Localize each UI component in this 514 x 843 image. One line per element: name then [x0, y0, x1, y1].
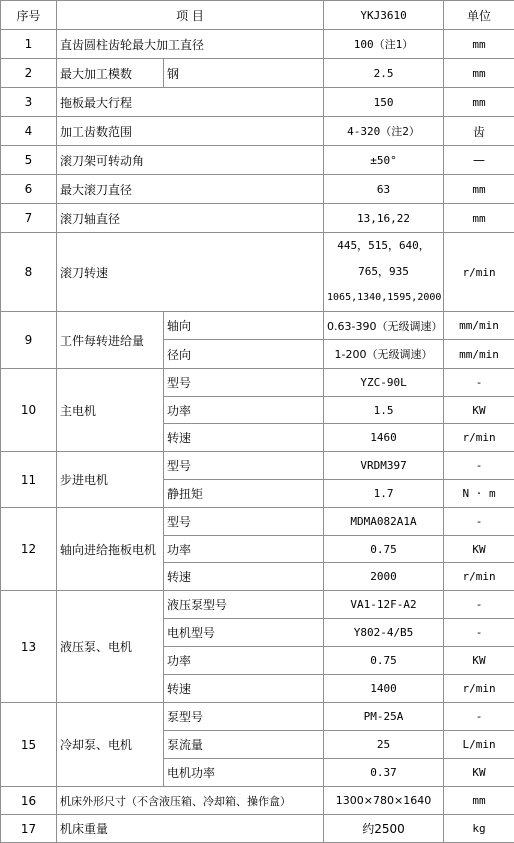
value-cell: Y802-4/B5 [324, 619, 444, 647]
header-unit: 单位 [444, 1, 514, 30]
value-cell: 13,16,22 [324, 204, 444, 233]
table-row [1, 312, 514, 340]
seq-cell: 3 [1, 88, 57, 117]
item-cell: 滚刀轴直径 [57, 204, 324, 233]
seq-cell: 2 [1, 59, 57, 88]
table-row [1, 146, 514, 175]
unit-cell: mm [444, 59, 514, 88]
unit-cell: N · m [444, 480, 514, 508]
value-cell: 150 [324, 88, 444, 117]
value-cell: ±50° [324, 146, 444, 175]
value-cell: 63 [324, 175, 444, 204]
seq-cell: 11 [1, 452, 57, 508]
unit-cell: r/min [444, 424, 514, 452]
table-row [1, 30, 514, 59]
value-cell: 1.5 [324, 397, 444, 424]
sub-item-cell: 功率 [164, 647, 324, 675]
value-cell: 100（注1） [324, 30, 444, 59]
value-cell: 0.63-390（无级调速） [324, 312, 444, 340]
table-row [1, 452, 514, 480]
value-cell: VRDM397 [324, 452, 444, 480]
unit-cell: r/min [444, 563, 514, 591]
table-row [1, 59, 514, 88]
value-cell: 25 [324, 731, 444, 759]
unit-cell: kg [444, 815, 514, 843]
unit-cell: - [444, 703, 514, 731]
table-row [1, 369, 514, 397]
item-cell: 加工齿数范围 [57, 117, 324, 146]
header-seq: 序号 [1, 1, 57, 30]
item-cell: 冷却泵、电机 [57, 703, 164, 787]
sub-item-cell: 电机型号 [164, 619, 324, 647]
seq-cell: 15 [1, 703, 57, 787]
unit-cell: mm/min [444, 340, 514, 369]
seq-cell: 6 [1, 175, 57, 204]
sub-item-cell: 径向 [164, 340, 324, 369]
value-cell: 0.75 [324, 536, 444, 563]
sub-item-cell: 轴向 [164, 312, 324, 340]
seq-cell: 8 [1, 233, 57, 312]
table-row [1, 175, 514, 204]
sub-item-cell: 泵流量 [164, 731, 324, 759]
item-cell: 最大滚刀直径 [57, 175, 324, 204]
value-cell: YZC-90L [324, 369, 444, 397]
item-cell: 滚刀架可转动角 [57, 146, 324, 175]
sub-item-cell: 转速 [164, 424, 324, 452]
value-cell: 约2500 [324, 815, 444, 843]
unit-cell: mm [444, 204, 514, 233]
item-cell: 直齿圆柱齿轮最大加工直径 [57, 30, 324, 59]
value-cell: 0.37 [324, 759, 444, 787]
value-cell: 0.75 [324, 647, 444, 675]
table-row [1, 233, 514, 312]
value-cell: VA1-12F-A2 [324, 591, 444, 619]
seq-cell: 16 [1, 787, 57, 815]
value-cell: PM-25A [324, 703, 444, 731]
value-cell: MDMA082A1A [324, 508, 444, 536]
unit-cell: 齿 [444, 117, 514, 146]
item-cell: 拖板最大行程 [57, 88, 324, 117]
unit-cell: L/min [444, 731, 514, 759]
item-cell: 机床外形尺寸（不含液压箱、冷却箱、操作盒） [57, 787, 324, 815]
sub-item-cell: 电机功率 [164, 759, 324, 787]
unit-cell: — [444, 146, 514, 175]
item-cell: 步进电机 [57, 452, 164, 508]
seq-cell: 12 [1, 508, 57, 591]
header-item: 项 目 [57, 1, 324, 30]
seq-cell: 4 [1, 117, 57, 146]
unit-cell: mm [444, 787, 514, 815]
value-cell: 2000 [324, 563, 444, 591]
value-cell: 4-320（注2） [324, 117, 444, 146]
seq-cell: 13 [1, 591, 57, 703]
unit-cell: r/min [444, 675, 514, 703]
header-row [1, 1, 514, 30]
unit-cell: r/min [444, 233, 514, 312]
value-cell: 1400 [324, 675, 444, 703]
unit-cell: - [444, 369, 514, 397]
value-cell: 1460 [324, 424, 444, 452]
unit-cell: - [444, 508, 514, 536]
value-cell [324, 233, 444, 312]
sub-item-cell: 钢 [164, 59, 324, 88]
unit-cell: - [444, 619, 514, 647]
unit-cell: KW [444, 536, 514, 563]
unit-cell: mm [444, 175, 514, 204]
table-row [1, 508, 514, 536]
sub-item-cell: 静扭矩 [164, 480, 324, 508]
sub-item-cell: 液压泵型号 [164, 591, 324, 619]
table-row [1, 591, 514, 619]
value-line: 445，515，640， [327, 233, 440, 259]
item-cell: 机床重量 [57, 815, 324, 843]
table-row [1, 787, 514, 815]
unit-cell: mm [444, 88, 514, 117]
item-cell: 工件每转进给量 [57, 312, 164, 369]
unit-cell: - [444, 452, 514, 480]
item-cell: 液压泵、电机 [57, 591, 164, 703]
seq-cell: 10 [1, 369, 57, 452]
item-cell: 最大加工模数 [57, 59, 164, 88]
value-line: 765，935 [327, 259, 440, 285]
table-row [1, 204, 514, 233]
sub-item-cell: 泵型号 [164, 703, 324, 731]
header-model: YKJ3610 [324, 1, 444, 30]
item-cell: 主电机 [57, 369, 164, 452]
seq-cell: 17 [1, 815, 57, 843]
value-cell: 1300×780×1640 [324, 787, 444, 815]
unit-cell: KW [444, 759, 514, 787]
unit-cell: KW [444, 397, 514, 424]
sub-item-cell: 型号 [164, 369, 324, 397]
item-cell: 轴向进给拖板电机 [57, 508, 164, 591]
unit-cell: - [444, 591, 514, 619]
value-cell: 2.5 [324, 59, 444, 88]
seq-cell: 9 [1, 312, 57, 369]
unit-cell: mm [444, 30, 514, 59]
sub-item-cell: 型号 [164, 452, 324, 480]
unit-cell: KW [444, 647, 514, 675]
sub-item-cell: 型号 [164, 508, 324, 536]
table-row [1, 117, 514, 146]
table-row [1, 703, 514, 731]
seq-cell: 7 [1, 204, 57, 233]
seq-cell: 5 [1, 146, 57, 175]
value-line: 1065,1340,1595,2000 [327, 285, 440, 311]
unit-cell: mm/min [444, 312, 514, 340]
sub-item-cell: 功率 [164, 536, 324, 563]
item-cell: 滚刀转速 [57, 233, 324, 312]
sub-item-cell: 转速 [164, 563, 324, 591]
sub-item-cell: 转速 [164, 675, 324, 703]
table-row [1, 815, 514, 843]
table-row [1, 88, 514, 117]
seq-cell: 1 [1, 30, 57, 59]
value-cell: 1.7 [324, 480, 444, 508]
value-cell: 1-200（无级调速） [324, 340, 444, 369]
sub-item-cell: 功率 [164, 397, 324, 424]
